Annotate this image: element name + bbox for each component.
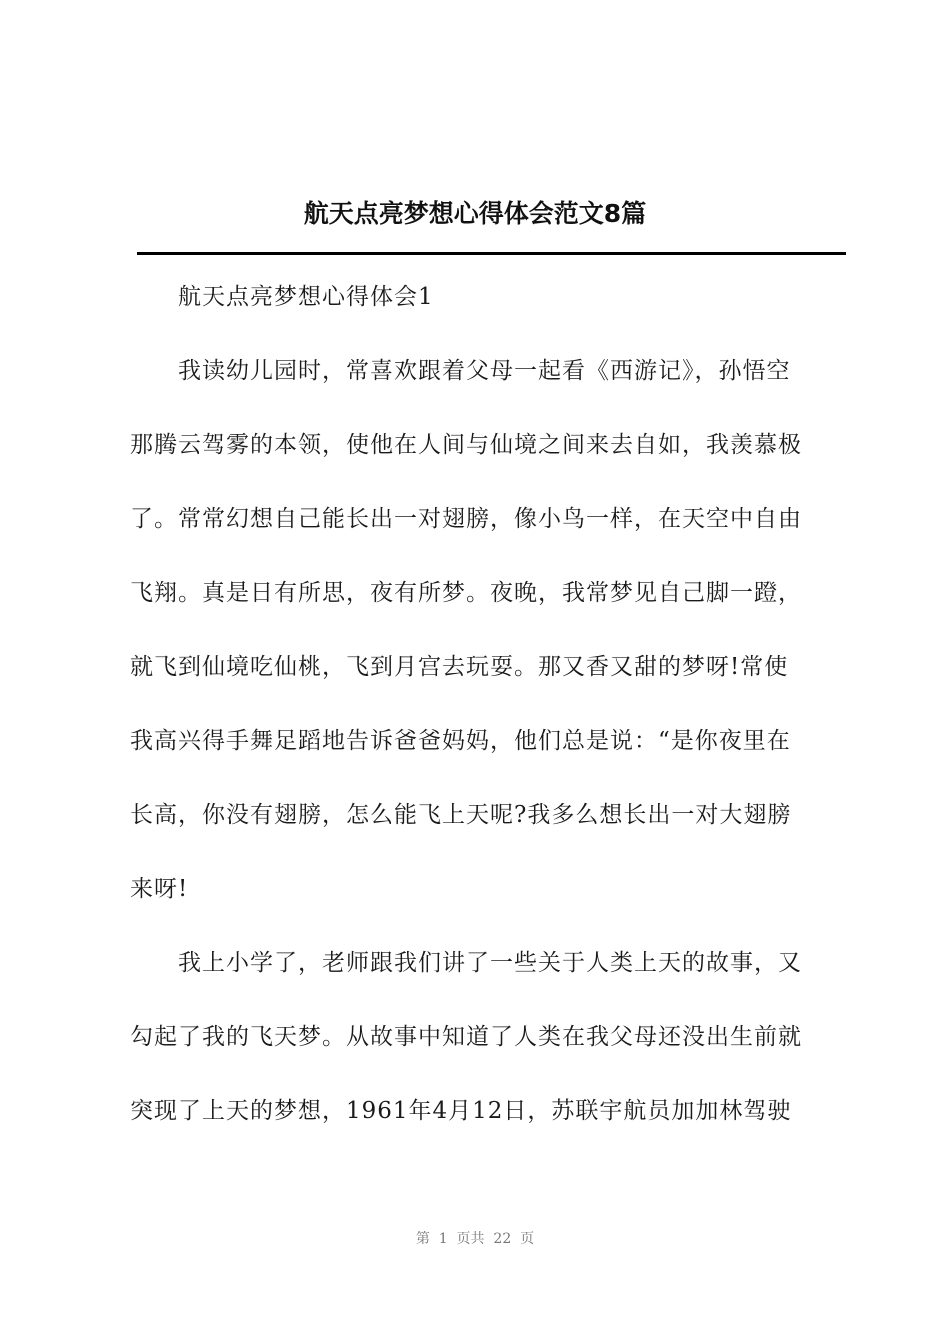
paragraph-line: 突现了上天的梦想，1961年4月12日，苏联宇航员加加林驾驶 [130, 1098, 792, 1124]
paragraph-line: 就飞到仙境吃仙桃，飞到月宫去玩耍。那又香又甜的梦呀!常使 [130, 654, 789, 680]
paragraph-line: 那腾云驾雾的本领，使他在人间与仙境之间来去自如，我羡慕极 [130, 432, 802, 458]
paragraph-1 [130, 334, 842, 926]
paragraph-line: 我高兴得手舞足蹈地告诉爸爸妈妈，他们总是说：“是你夜里在 [130, 728, 791, 754]
paragraph-line: 长高，你没有翅膀，怎么能飞上天呢?我多么想长出一对大翅膀 [130, 802, 792, 828]
paragraph-line: 飞翔。真是日有所思，夜有所梦。夜晚，我常梦见自己脚一蹬， [130, 580, 802, 606]
paragraph-line: 了。常常幻想自己能长出一对翅膀，像小鸟一样，在天空中自由 [130, 506, 802, 532]
paragraph-line: 我上小学了，老师跟我们讲了一些关于人类上天的故事，又 [178, 950, 802, 976]
title-underline [137, 252, 846, 255]
document-body [130, 260, 842, 1148]
section-heading: 航天点亮梦想心得体会1 [178, 284, 434, 310]
document-title: 航天点亮梦想心得体会范文8篇 [303, 199, 647, 228]
page-footer: 第 1 页共 22 页 [415, 1231, 535, 1247]
paragraph-line: 我读幼儿园时，常喜欢跟着父母一起看《西游记》，孙悟空 [178, 358, 791, 384]
paragraph-2 [130, 926, 842, 1148]
paragraph-line: 来呀! [130, 876, 189, 902]
paragraph-line: 勾起了我的飞天梦。从故事中知道了人类在我父母还没出生前就 [130, 1024, 802, 1050]
